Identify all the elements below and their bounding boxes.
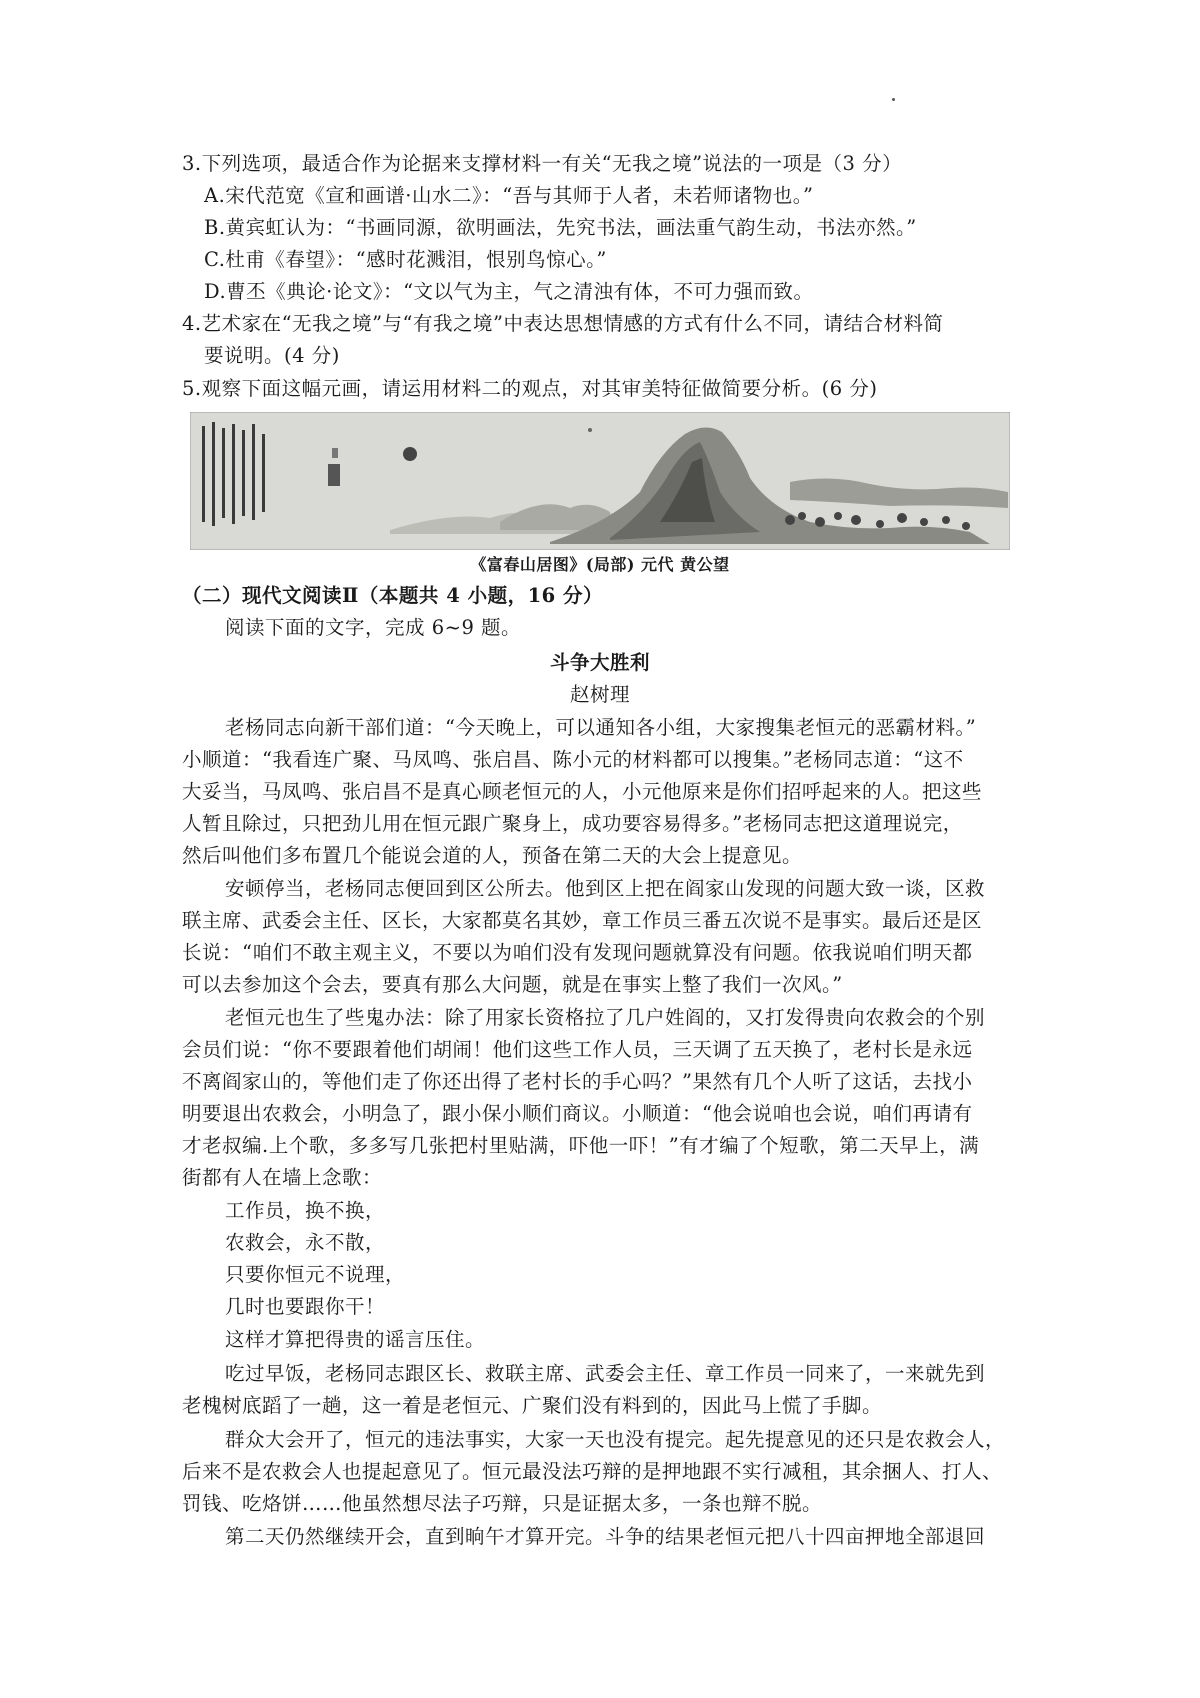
- question-4-stem-line1: 4.艺术家在“无我之境”与“有我之境”中表达思想情感的方式有什么不同，请结合材料简: [182, 312, 944, 335]
- question-3-option-d: D.曹丕《典论·论文》：“文以气为主，气之清浊有体，不可力强而致。: [204, 280, 814, 303]
- paragraph-1-line: 人暂且除过，只把劲儿用在恒元跟广聚身上，成功要容易得多。”老杨同志把这道理说完，: [182, 812, 963, 835]
- paragraph-3-line: 会员们说：“你不要跟着他们胡闹！他们这些工作人员，三天调了五天换了，老村长是永远: [182, 1038, 973, 1061]
- question-3-stem: 3.下列选项，最适合作为论据来支撑材料一有关“无我之境”说法的一项是（3 分）: [182, 152, 903, 175]
- paragraph-2-line: 可以去参加这个会去，要真有那么大问题，就是在事实上整了我们一次风。”: [182, 973, 843, 996]
- paragraph-3-line: 不离阎家山的，等他们走了你还出得了老村长的手心吗？”果然有几个人听了这话，去找小: [182, 1070, 973, 1093]
- paragraph-6-line: 后来不是农救会人也提起意见了。恒元最没法巧辩的是押地跟不实行减租，其余捆人、打人、: [182, 1460, 1003, 1483]
- poem-line: 工作员，换不换，: [225, 1199, 386, 1222]
- paragraph-2-line: 联主席、武委会主任、区长，大家都莫名其妙，章工作员三番五次说不是事实。最后还是区: [182, 909, 983, 932]
- section-instruction: 阅读下面的文字，完成 6~9 题。: [225, 616, 522, 639]
- paragraph-6-line: 罚钱、吃烙饼……他虽然想尽法子巧辩，只是证据太多，一条也辩不脱。: [182, 1492, 823, 1515]
- paragraph-1-line: 然后叫他们多布置几个能说会道的人，预备在第二天的大会上提意见。: [182, 844, 803, 867]
- paragraph-2-line: 安顿停当，老杨同志便回到区公所去。他到区上把在阎家山发现的问题大致一谈，区救: [225, 877, 986, 900]
- section-heading: （二）现代文阅读Ⅱ（本题共 4 小题，16 分）: [182, 584, 604, 607]
- paragraph-3-line: 才老叔编.上个歌，多多写几张把村里贴满，吓他一吓！”有才编了个短歌，第二天早上，满: [182, 1134, 980, 1157]
- paragraph-1-line: 小顺道：“我看连广聚、马凤鸣、张启昌、陈小元的材料都可以搜集。”老杨同志道：“这不: [182, 748, 964, 771]
- poem-line: 几时也要跟你干！: [225, 1295, 386, 1318]
- paragraph-4-line: 这样才算把得贵的谣言压住。: [225, 1328, 486, 1351]
- poem-line: 农救会，永不散，: [225, 1231, 386, 1254]
- paragraph-6-line: 群众大会开了，恒元的违法事实，大家一天也没有提完。起先提意见的还只是农救会人，: [225, 1428, 1006, 1451]
- paragraph-5-line: 吃过早饭，老杨同志跟区长、救联主席、武委会主任、章工作员一同来了，一来就先到: [225, 1362, 986, 1385]
- paragraph-1-line: 大妥当，马凤鸣、张启昌不是真心顾老恒元的人，小元他原来是你们招呼起来的人。把这些: [182, 780, 983, 803]
- question-3-option-b: B.黄宾虹认为：“书画同源，欲明画法，先究书法，画法重气韵生动，书法亦然。”: [204, 216, 917, 239]
- paragraph-3-line: 老恒元也生了些鬼办法：除了用家长资格拉了几户姓阎的，又打发得贵向农救会的个别: [225, 1006, 986, 1029]
- story-author: 赵树理: [569, 683, 630, 706]
- paragraph-3-line: 街都有人在墙上念歌：: [182, 1166, 383, 1189]
- paragraph-2-line: 长说：“咱们不敢主观主义，不要以为咱们没有发现问题就算没有问题。依我说咱们明天都: [182, 941, 973, 964]
- paragraph-3-line: 明要退出农救会，小明急了，跟小保小顺们商议。小顺道：“他会说咱也会说，咱们再请有: [182, 1102, 973, 1125]
- poem-line: 只要你恒元不说理，: [225, 1263, 406, 1286]
- paragraph-5-line: 老槐树底蹈了一趟，这一着是老恒元、广聚们没有料到的，因此马上慌了手脚。: [182, 1394, 883, 1417]
- question-3-option-c: C.杜甫《春望》：“感时花溅泪，恨别鸟惊心。”: [204, 248, 607, 271]
- paragraph-7-line: 第二天仍然继续开会，直到晌午才算开完。斗争的结果老恒元把八十四亩押地全部退回: [225, 1525, 986, 1548]
- question-3-option-a: A.宋代范宽《宣和画谱·山水二》：“吾与其师于人者，未若师诸物也。”: [204, 184, 814, 207]
- landscape-painting-image: [190, 412, 1010, 550]
- story-title: 斗争大胜利: [549, 651, 650, 674]
- speck: [892, 98, 895, 101]
- paragraph-1-line: 老杨同志向新干部们道：“今天晚上，可以通知各小组，大家搜集老恒元的恶霸材料。”: [225, 716, 977, 739]
- question-4-stem-line2: 要说明。(4 分): [204, 344, 340, 367]
- question-5-stem: 5.观察下面这幅元画，请运用材料二的观点，对其审美特征做简要分析。(6 分): [182, 377, 878, 400]
- painting-caption: 《富春山居图》(局部) 元代 黄公望: [470, 555, 730, 574]
